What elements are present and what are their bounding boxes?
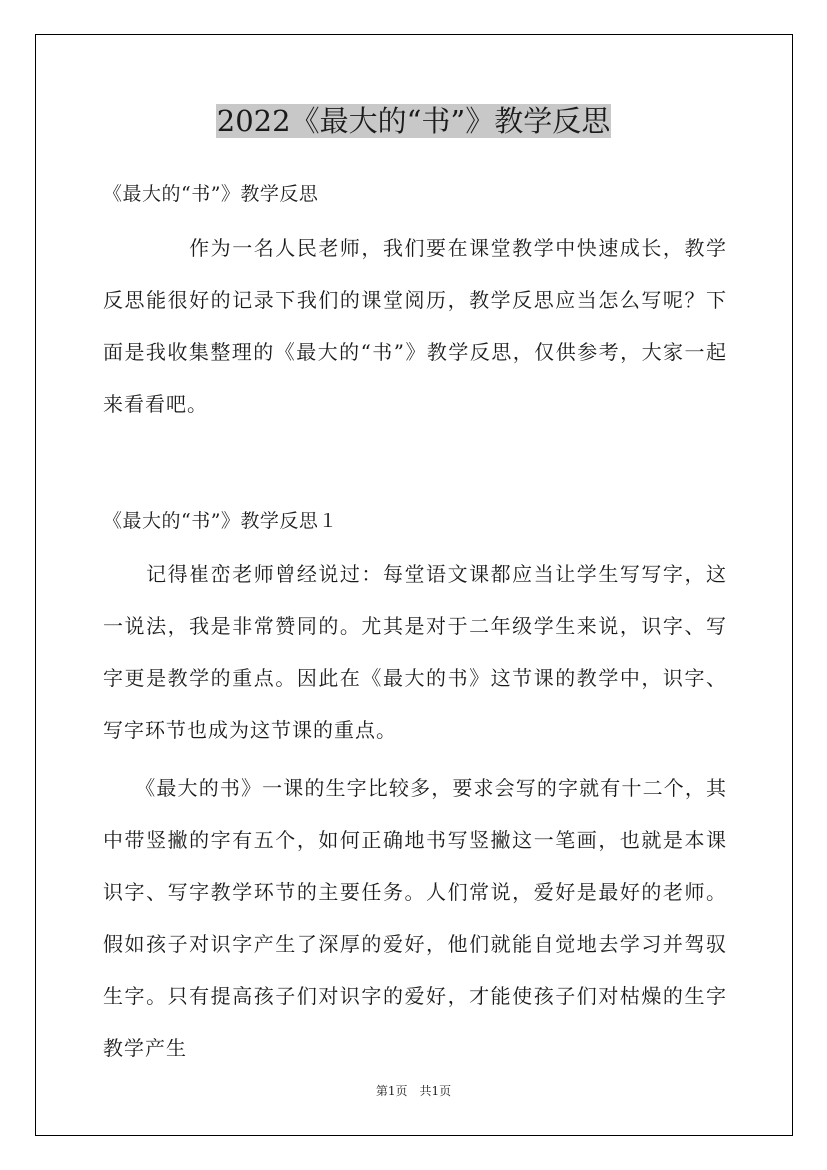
document-title — [0, 100, 827, 142]
section-heading: 《最大的“书”》教学反思１ — [103, 510, 338, 532]
intro-paragraph: 作为一名人民老师，我们要在课堂教学中快速成长，教学反思能很好的记录下我们的课堂阅历，教学反思应当怎么写呢？下面是我收集整理的《最大的“书”》教学反思，仅供参考，大家一起来看看吧。 — [103, 236, 727, 416]
page-footer: 第1页 共1页 — [375, 1084, 452, 1098]
document-subtitle: 《最大的“书”》教学反思 — [103, 183, 319, 205]
body-paragraph-1: 记得崔峦老师曾经说过：每堂语文课都应当让学生写写字，这一说法，我是非常赞同的。尤其是对于二年级学生来说，识字、写字更是教学的重点。因此在《最大的书》这节课的教学中，识字、写字环节也成为这节课的重点。 — [103, 562, 727, 742]
document-title-text: 2022《最大的“书”》教学反思 — [216, 104, 611, 138]
body-paragraph-2: 《最大的书》一课的生字比较多，要求会写的字就有十二个，其中带竖撇的字有五个，如何正确地书写竖撇这一笔画，也就是本课识字、写字教学环节的主要任务。人们常说，爱好是最好的老师。假如孩子对识字产生了深厚的爱好，他们就能自觉地去学习并驾驭生字。只有提高孩子们对识字的爱好，才能使孩子们对枯燥的生字教学产生 — [103, 776, 727, 1060]
